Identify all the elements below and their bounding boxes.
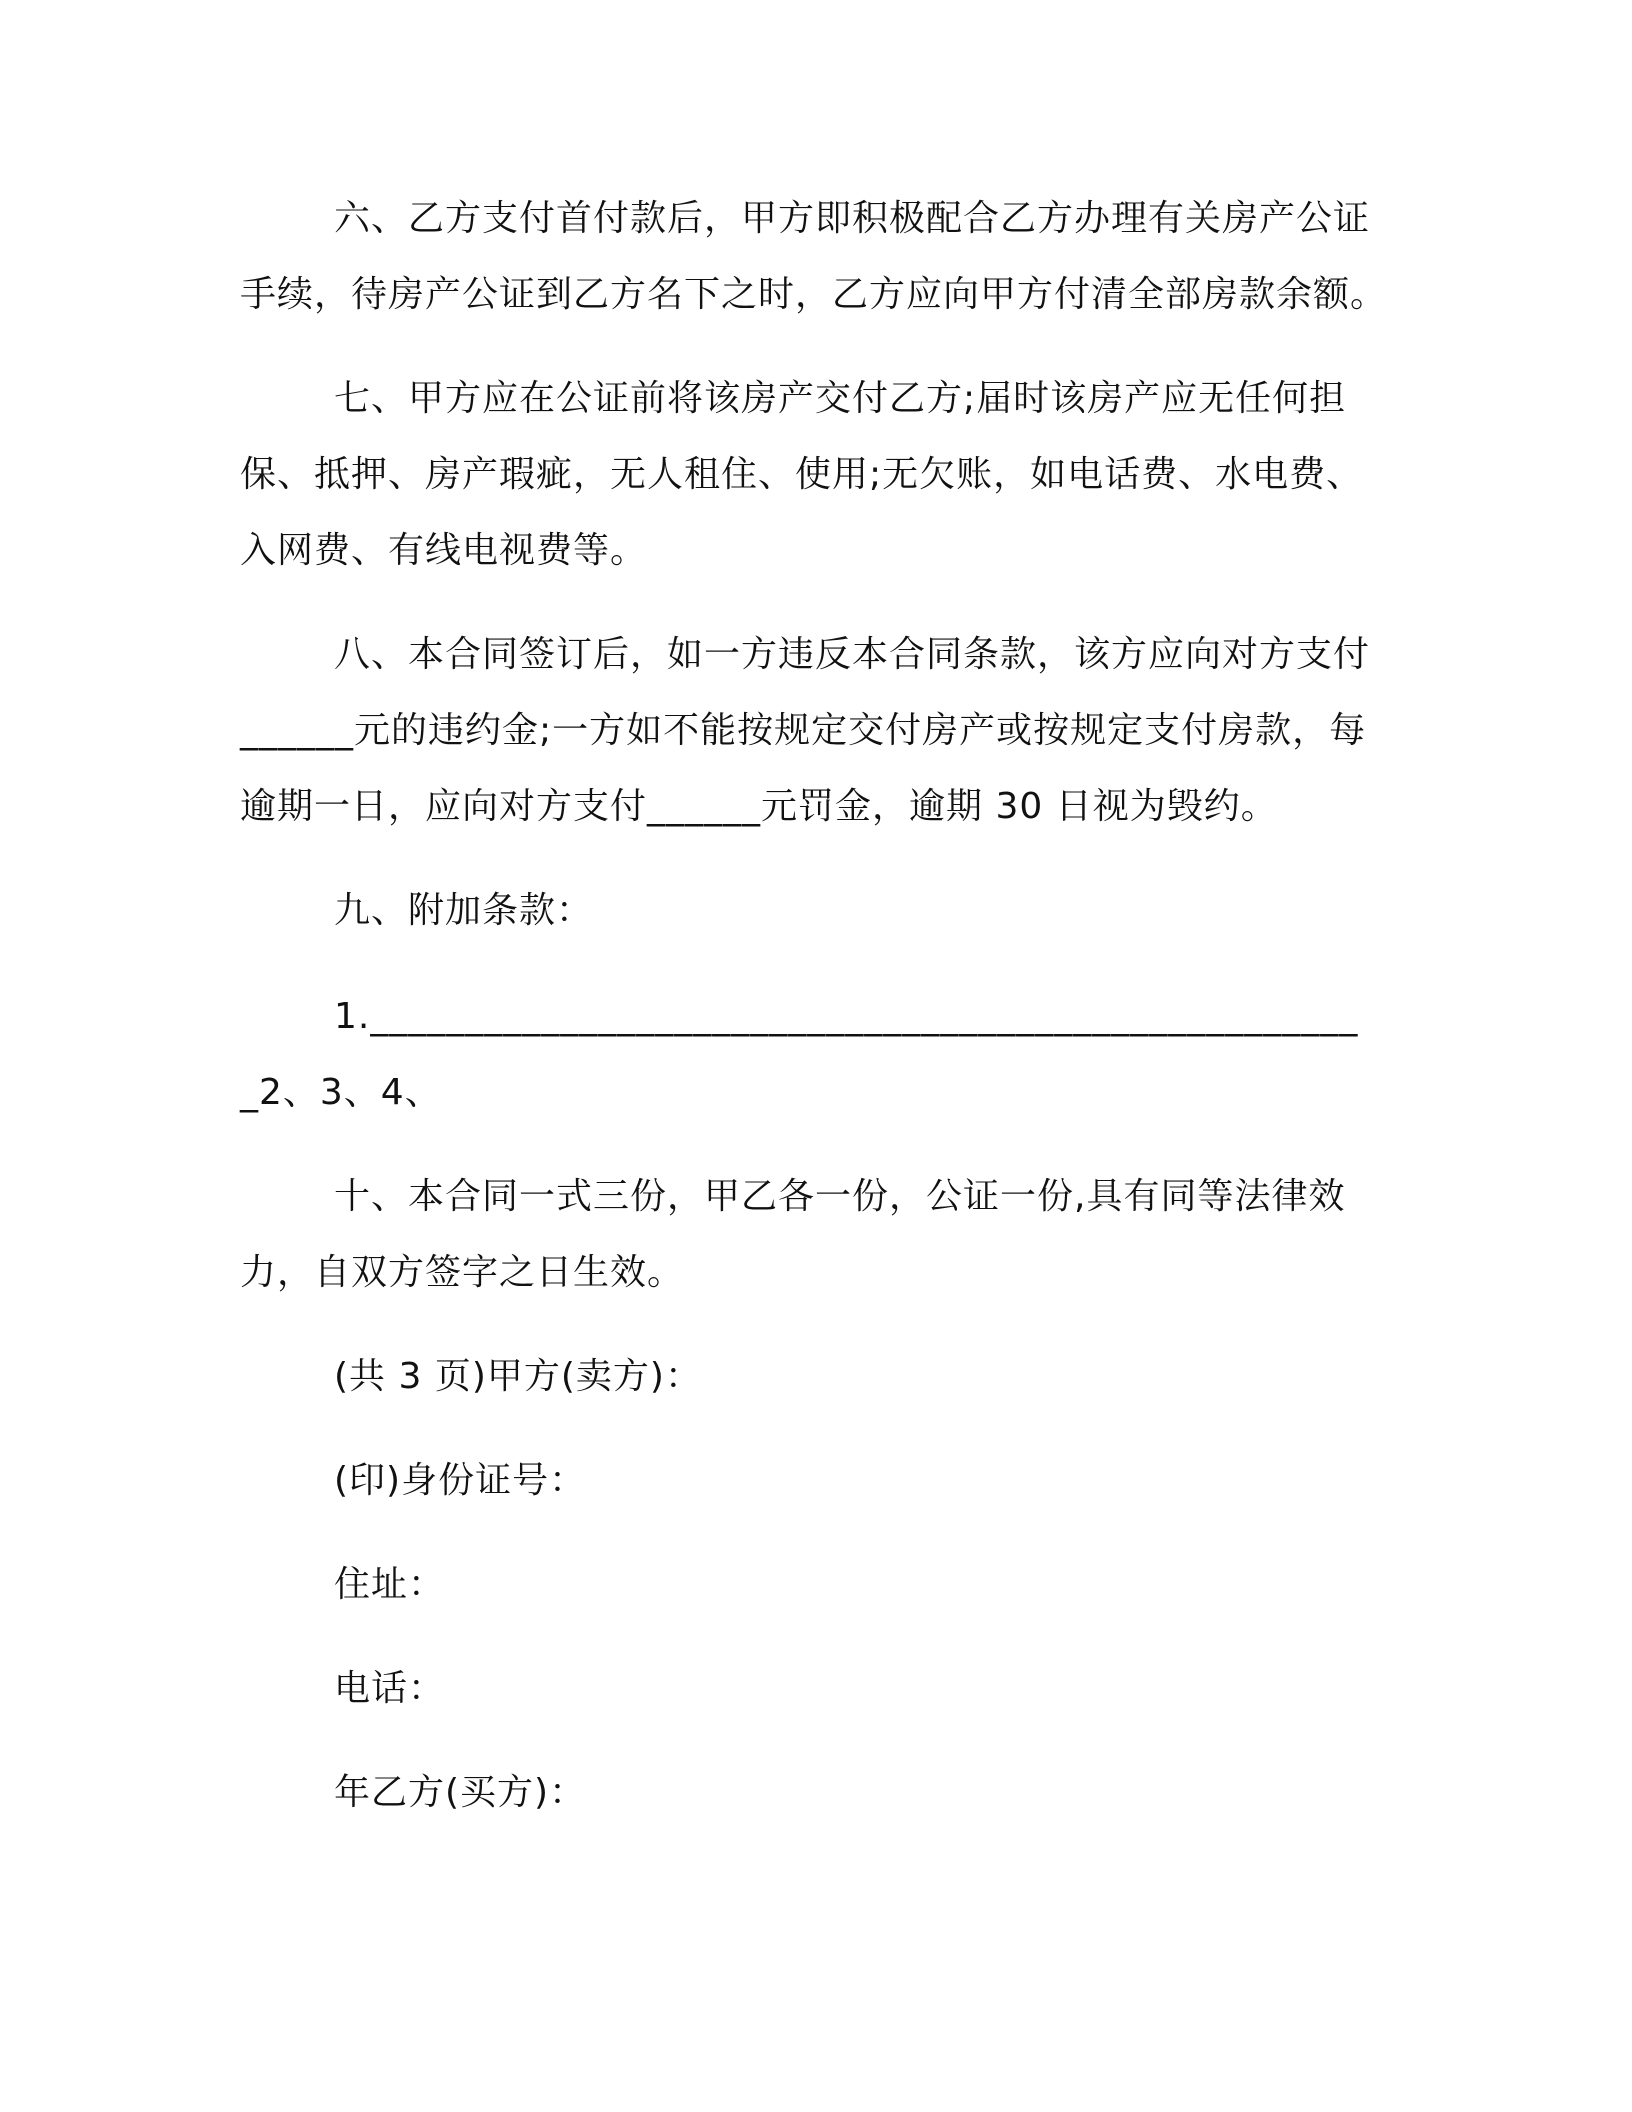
- section-8-line-2: ______元的违约金;一方如不能按规定交付房产或按规定支付房款，每: [240, 710, 1367, 751]
- id-number-label: (印)身份证号：: [334, 1460, 587, 1501]
- section-10-line-2: 力，自双方签字之日生效。: [240, 1252, 685, 1293]
- address-label: 住址：: [334, 1564, 446, 1605]
- section-7-line-2: 保、抵押、房产瑕疵，无人租住、使用;无欠账，如电话费、水电费、: [240, 454, 1364, 495]
- section-6-line-2: 手续，待房产公证到乙方名下之时，乙方应向甲方付清全部房款余额。: [240, 274, 1388, 315]
- section-7-line-3: 入网费、有线电视费等。: [240, 530, 648, 571]
- section-7-line-1: 七、甲方应在公证前将该房产交付乙方;届时该房产应无任何担: [334, 378, 1347, 419]
- seller-signature-label: (共 3 页)甲方(卖方)：: [334, 1356, 702, 1397]
- section-8-line-1: 八、本合同签订后，如一方违反本合同条款，该方应向对方支付: [334, 634, 1371, 675]
- section-9-item-1: 1.____________________________________________________: [334, 996, 1359, 1037]
- buyer-signature-label: 年乙方(买方)：: [334, 1772, 587, 1813]
- section-9-title: 九、附加条款：: [334, 890, 594, 931]
- section-10-line-1: 十、本合同一式三份，甲乙各一份，公证一份,具有同等法律效: [334, 1176, 1346, 1217]
- section-8-line-3: 逾期一日，应向对方支付______元罚金，逾期 30 日视为毁约。: [240, 786, 1278, 827]
- section-6-line-1: 六、乙方支付首付款后，甲方即积极配合乙方办理有关房产公证: [334, 198, 1371, 239]
- phone-label: 电话：: [334, 1668, 446, 1709]
- section-9-items-2-4: _2、3、4、: [240, 1072, 442, 1113]
